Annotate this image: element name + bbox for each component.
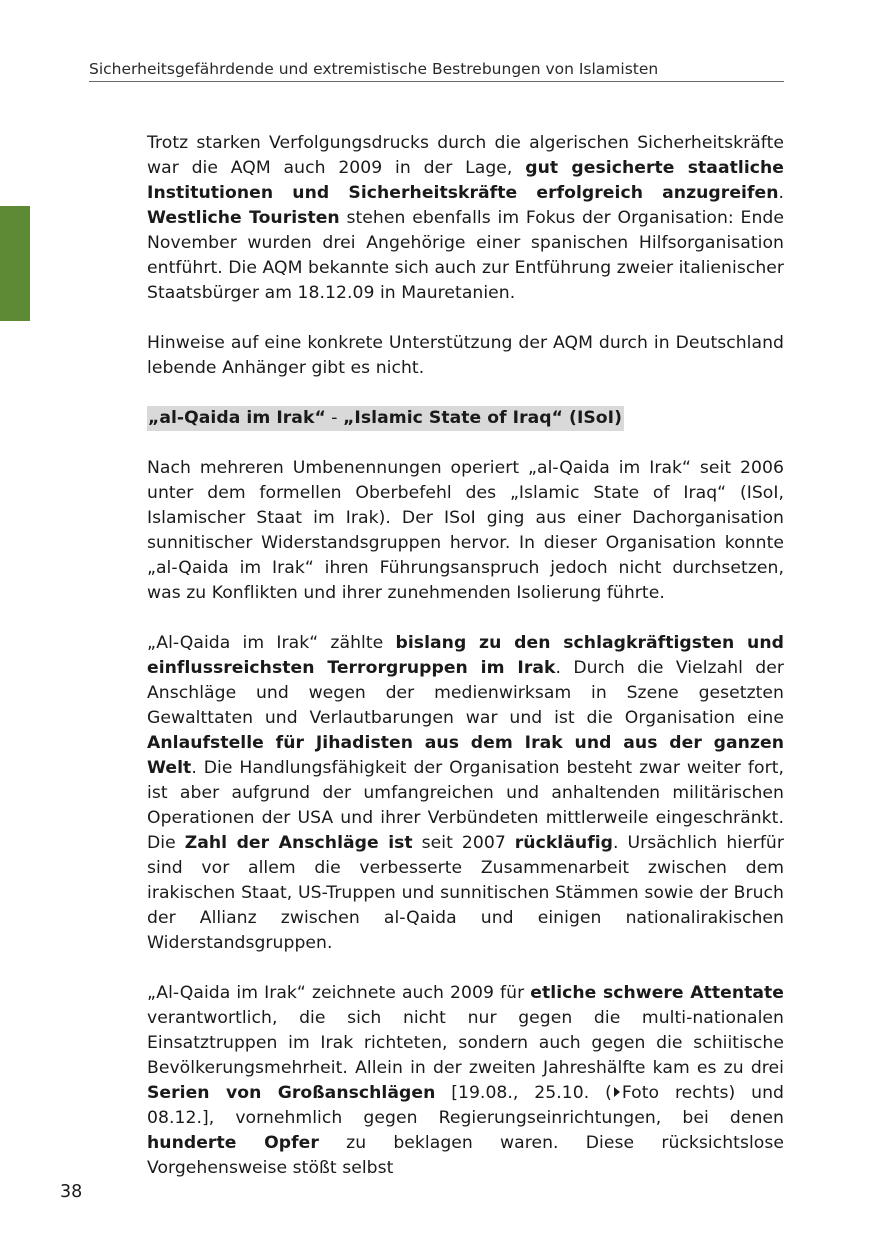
running-header: Sicherheitsgefährdende und extremistische Bestrebungen von Islamisten [89,59,784,82]
text-run: . Die Handlungsfähigkeit der Organisation besteht zwar weiter fort, ist aber aufgrund der umfangreichen und anhaltenden militärischen Operationen der USA und ihrer Verbündeten mittlerweile eingeschränkt. Die [147,758,784,853]
paragraph-aqi-attacks-2009 [147,981,784,1181]
emphasis: bislang zu den schlagkräftigsten und einflussreichsten Terrorgruppen im Irak [147,633,784,678]
text-run: [19.08., 25.10. ( [435,1083,612,1103]
text-run: stehen ebenfalls im Fokus der Organisation: Ende November wurden drei Angehörige einer spanischen Hilfsorganisation entführt. Die AQM bekannte sich auch zur Entführung zweier italienischer Staatsbürger am 18.12.09 in Mauretanien. [147,208,785,303]
chapter-color-tab [0,206,30,321]
emphasis: Serien von Großanschlägen [147,1083,436,1103]
text-run: seit 2007 [412,833,515,853]
text-run: verantwortlich, die sich nicht nur gegen die multi-nationalen Einsatztruppen im Irak richteten, sondern auch gegen die schiitische Bevölkerungsmehrheit. Allein in der zweiten Jahreshälfte kam es zu drei [147,1008,784,1078]
paragraph-germany-support: Hinweise auf eine konkrete Unterstützung der AQM durch in Deutschland lebende Anhänger gibt es nicht. [147,333,784,378]
text-run: zu beklagen waren. Diese rücksichtslose Vorgehensweise stößt selbst [147,1133,784,1178]
text-run: . Durch die Vielzahl der Anschläge und wegen der medienwirksam in Szene gesetzten Gewalttaten und Verlautbarungen war und ist die Organisation eine [147,658,784,728]
text-run: Trotz starken Verfolgungsdrucks durch die algerischen Sicherheitskräfte war die AQM auch 2009 in der Lage, [147,133,784,178]
emphasis: gut gesicherte staatliche Institutionen und Sicherheitskräfte erfolgreich anzugreifen [147,158,784,203]
heading-part2: „Islamic State of Iraq“ (ISoI) [343,408,623,428]
text-run: Foto rechts) und 08.12.], vornehmlich gegen Regierungseinrichtungen, bei denen [147,1083,784,1128]
emphasis: Westliche Touristen [147,208,340,228]
text-run: . [778,183,784,203]
paragraph-aqm-attacks [147,131,784,306]
text-run: „Al-Qaida im Irak“ zählte [147,633,396,653]
page-number: 38 [60,1182,83,1202]
emphasis: Anlaufstelle für Jihadisten aus dem Irak und aus der ganzen Welt [147,733,784,778]
arrow-right-icon [614,1087,620,1097]
paragraph-isoi-background: Nach mehreren Umbenennungen operiert „al-Qaida im Irak“ seit 2006 unter dem formellen Oberbefehl des „Islamic State of Iraq“ (ISoI, Islamischer Staat im Irak). Der ISoI ging aus einer Dachorganisation sunnitischer Widerstandsgruppen hervor. In dieser Organisation konnte „al-Qaida im Irak“ ihren Führungsanspruch jedoch nicht durchsetzen, was zu Konflikten und ihrer zunehmenden Isolierung führte. [147,458,784,603]
text-run: . Ursächlich hierfür sind vor allem die verbesserte Zusammenarbeit zwischen dem irakischen Staat, US-Truppen und sunnitischen Stämmen sowie der Bruch der Allianz zwischen al-Qaida und einigen nationalirakischen Widerstandsgruppen. [147,833,784,953]
paragraph-aqi-strength [147,631,784,956]
heading-separator: - [325,408,344,428]
section-heading [147,406,624,431]
emphasis: etliche schwere Attentate [530,983,785,1003]
body-text [147,131,784,1206]
emphasis: Zahl der Anschläge ist [184,833,413,853]
text-run: „Al-Qaida im Irak“ zeichnete auch 2009 für [147,983,531,1003]
heading-part1: „al-Qaida im Irak“ [148,408,326,428]
emphasis: rückläufig [514,833,614,853]
emphasis: hunderte Opfer [147,1133,319,1153]
